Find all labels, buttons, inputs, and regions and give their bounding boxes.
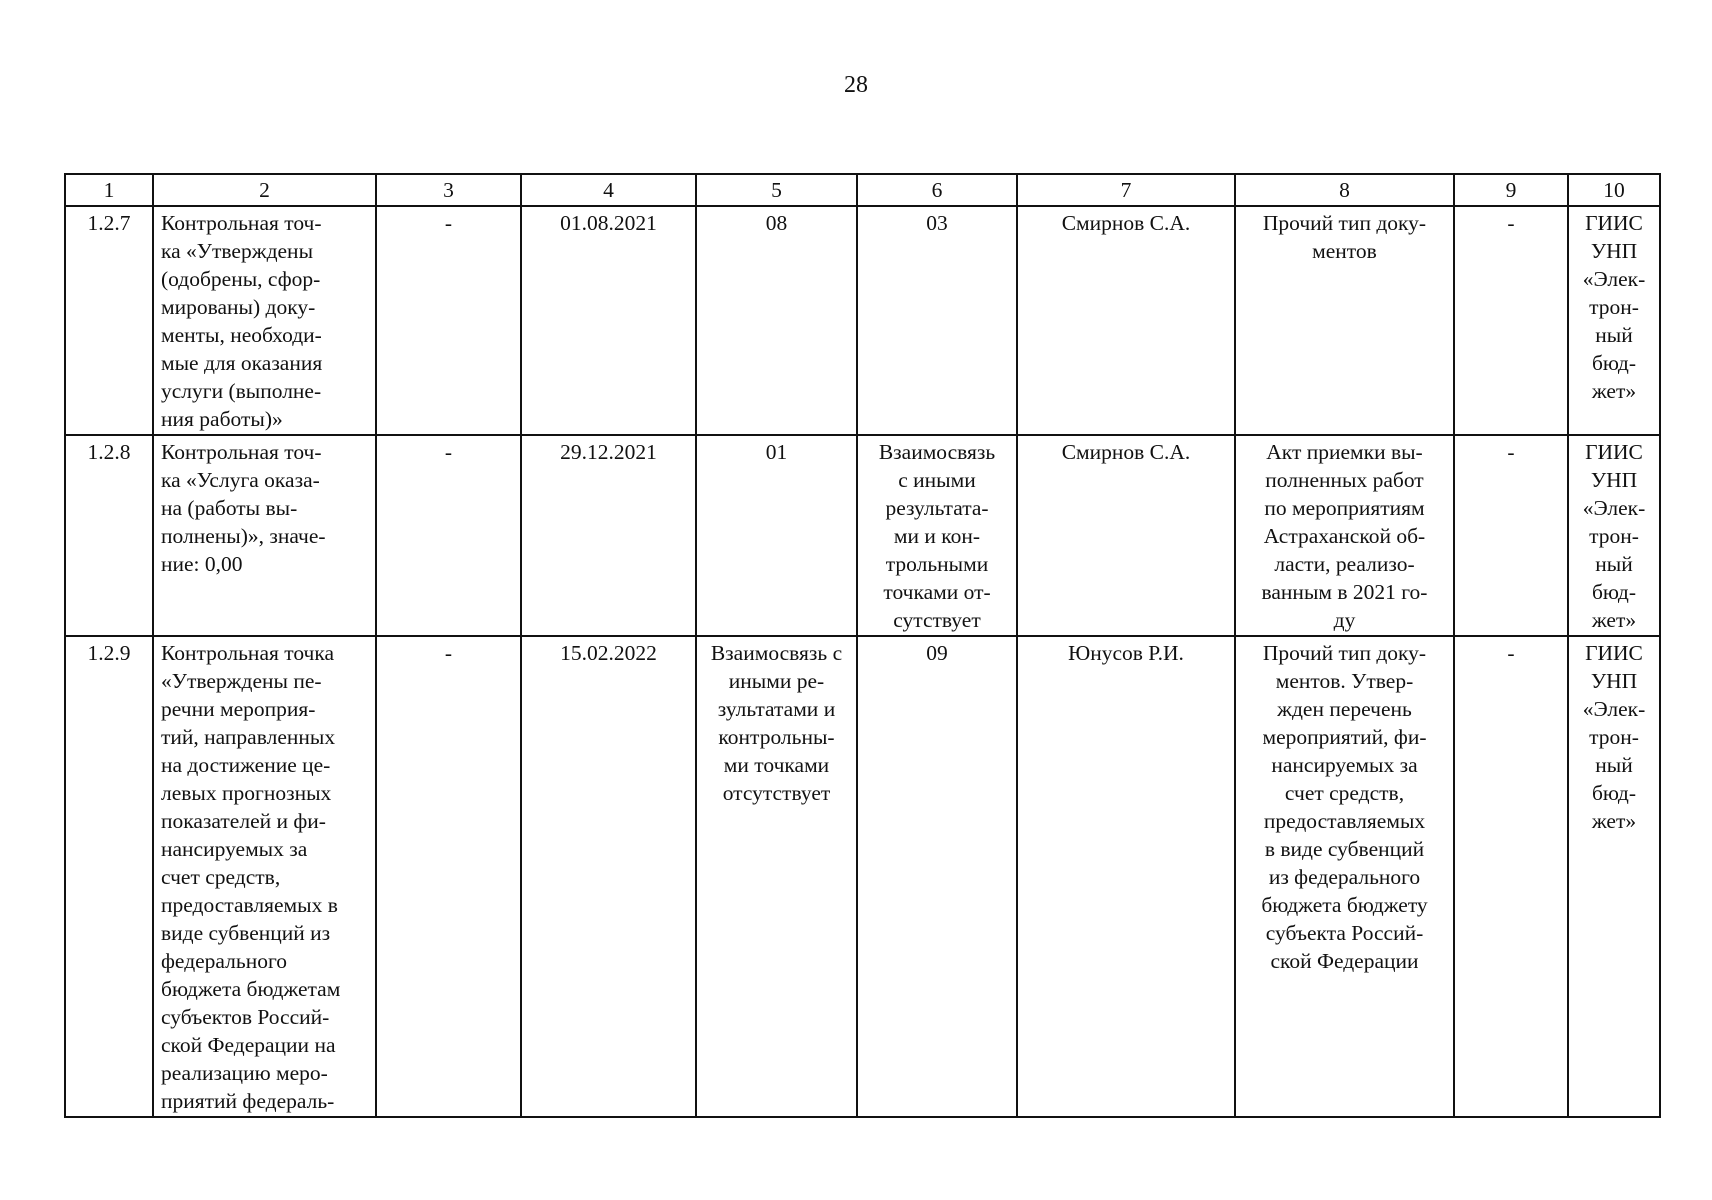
table-row xyxy=(65,636,1660,1117)
date-cell: 15.02.2022 xyxy=(521,636,696,1117)
column-header: 2 xyxy=(153,174,376,206)
table-cell: Взаимосвязь с иными ре- зультатами и контрольны- ми точками отсутствует xyxy=(696,636,857,1117)
column-header: 4 xyxy=(521,174,696,206)
event-description: Контрольная точка «Утверждены пе- речни мероприя- тий, направленных на достижение це- левых прогнозных показателей и фи- нансируемых за счет средств, предоставляемых в виде субвенций из федерального бюджета бюджетам субъектов Россий- ской Федерации на реализацию меро- приятий федераль- xyxy=(153,636,376,1117)
table-cell: - xyxy=(1454,435,1568,636)
document-type: Акт приемки вы- полненных работ по мероприятиям Астраханской об- ласти, реализо- ванным в 2021 го- ду xyxy=(1235,435,1454,636)
column-header: 6 xyxy=(857,174,1017,206)
data-table xyxy=(64,173,1661,1118)
column-header: 5 xyxy=(696,174,857,206)
column-header: 1 xyxy=(65,174,153,206)
event-description: Контрольная точ- ка «Услуга оказа- на (работы вы- полнены)», значе- ние: 0,00 xyxy=(153,435,376,636)
page-number: 28 xyxy=(844,72,868,98)
responsible-person: Смирнов С.А. xyxy=(1017,206,1235,435)
responsible-person: Смирнов С.А. xyxy=(1017,435,1235,636)
responsible-person: Юнусов Р.И. xyxy=(1017,636,1235,1117)
table-cell: 08 xyxy=(696,206,857,435)
column-header: 7 xyxy=(1017,174,1235,206)
table-cell: 03 xyxy=(857,206,1017,435)
table-row xyxy=(65,206,1660,435)
column-header: 10 xyxy=(1568,174,1660,206)
date-cell: 01.08.2021 xyxy=(521,206,696,435)
information-system: ГИИС УНП «Элек- трон- ный бюд- жет» xyxy=(1568,636,1660,1117)
column-header: 8 xyxy=(1235,174,1454,206)
table-cell: Взаимосвязь с иными результата- ми и кон- трольными точками от- сутствует xyxy=(857,435,1017,636)
table-cell: - xyxy=(376,636,521,1117)
column-header: 9 xyxy=(1454,174,1568,206)
table-row xyxy=(65,435,1660,636)
row-number: 1.2.7 xyxy=(65,206,153,435)
table-cell: 09 xyxy=(857,636,1017,1117)
document-type: Прочий тип доку- ментов xyxy=(1235,206,1454,435)
row-number: 1.2.9 xyxy=(65,636,153,1117)
table-cell: - xyxy=(1454,206,1568,435)
information-system: ГИИС УНП «Элек- трон- ный бюд- жет» xyxy=(1568,206,1660,435)
table-cell: 01 xyxy=(696,435,857,636)
table-cell: - xyxy=(1454,636,1568,1117)
table-cell: - xyxy=(376,206,521,435)
header-row xyxy=(65,174,1660,206)
column-header: 3 xyxy=(376,174,521,206)
document-type: Прочий тип доку- ментов. Утвер- жден перечень мероприятий, фи- нансируемых за счет средств, предоставляемых в виде субвенций из федерального бюджета бюджету субъекта Россий- ской Федерации xyxy=(1235,636,1454,1117)
date-cell: 29.12.2021 xyxy=(521,435,696,636)
row-number: 1.2.8 xyxy=(65,435,153,636)
event-description: Контрольная точ- ка «Утверждены (одобрены, сфор- мированы) доку- менты, необходи- мые для оказания услуги (выполне- ния работы)» xyxy=(153,206,376,435)
information-system: ГИИС УНП «Элек- трон- ный бюд- жет» xyxy=(1568,435,1660,636)
table-cell: - xyxy=(376,435,521,636)
